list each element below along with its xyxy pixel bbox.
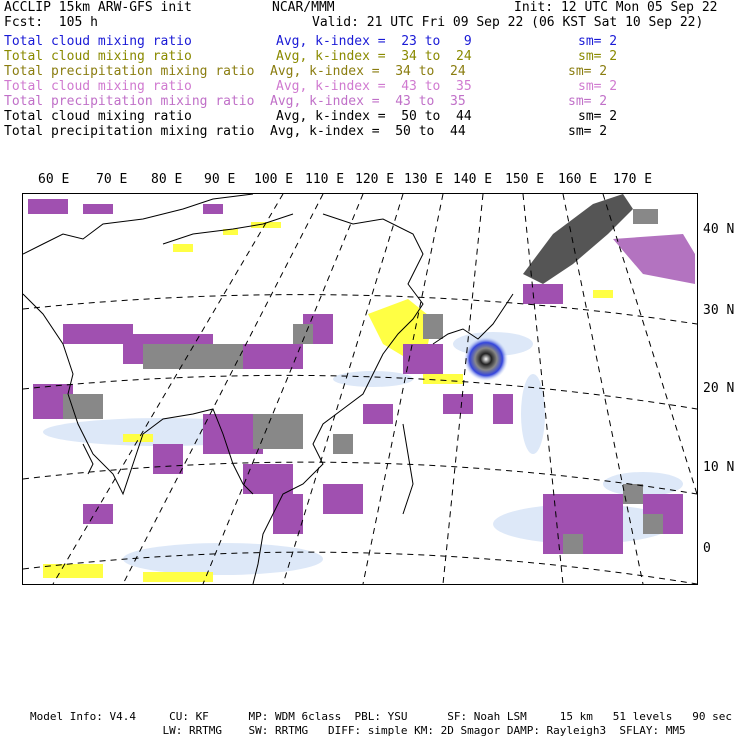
field-name-1: Total cloud mixing ratio [4,34,192,49]
model-title: ACCLIP 15km ARW-GFS init [4,0,192,15]
lat-label-20n: 20 N [703,381,735,396]
lat-label-30n: 30 N [703,303,735,318]
lat-label-0: 0 [703,541,711,556]
field-name-2: Total cloud mixing ratio [4,49,192,64]
field-sm-2: sm= 2 [578,49,618,64]
field-avg-1: Avg, k-index = 23 to 9 [276,34,472,49]
org-label: NCAR/MMM [272,0,335,15]
lon-label-160e: 160 E [558,172,598,187]
lon-label-140e: 140 E [453,172,493,187]
lon-label-110e: 110 E [305,172,345,187]
field-name-3: Total precipitation mixing ratio [4,64,255,79]
field-sm-3: sm= 2 [568,64,608,79]
lat-label-10n: 10 N [703,460,735,475]
field-avg-2: Avg, k-index = 34 to 24 [276,49,472,64]
field-avg-4: Avg, k-index = 43 to 35 [276,79,472,94]
field-name-4: Total cloud mixing ratio [4,79,192,94]
lon-label-120e: 120 E [355,172,395,187]
lon-label-170e: 170 E [613,172,653,187]
field-name-7: Total precipitation mixing ratio [4,124,255,139]
field-avg-7: Avg, k-index = 50 to 44 [270,124,466,139]
model-info-line2: LW: RRTMG SW: RRTMG DIFF: simple KM: 2D Smagor DAMP: Rayleigh3 SFLAY: MM5 [30,724,686,737]
lon-label-80e: 80 E [151,172,183,187]
field-name-6: Total cloud mixing ratio [4,109,192,124]
lon-label-150e: 150 E [505,172,545,187]
lon-label-70e: 70 E [96,172,128,187]
field-avg-5: Avg, k-index = 43 to 35 [270,94,466,109]
field-avg-3: Avg, k-index = 34 to 24 [270,64,466,79]
field-sm-5: sm= 2 [568,94,608,109]
field-avg-6: Avg, k-index = 50 to 44 [276,109,472,124]
lat-label-40n: 40 N [703,222,735,237]
lon-label-100e: 100 E [254,172,294,187]
field-name-5: Total precipitation mixing ratio [4,94,255,109]
typhoon-feature [464,337,508,381]
valid-time: Valid: 21 UTC Fri 09 Sep 22 (06 KST Sat 10 Sep 22) [312,15,704,30]
field-sm-7: sm= 2 [568,124,608,139]
lon-label-90e: 90 E [204,172,236,187]
coastline-layer [23,194,513,584]
lon-label-60e: 60 E [38,172,70,187]
field-sm-4: sm= 2 [578,79,618,94]
lon-label-130e: 130 E [404,172,444,187]
model-info-line1: Model Info: V4.4 CU: KF MP: WDM 6class PBL: YSU SF: Noah LSM 15 km 51 levels 90 sec [30,710,732,723]
field-sm-1: sm= 2 [578,34,618,49]
init-time: Init: 12 UTC Mon 05 Sep 22 [514,0,718,15]
field-sm-6: sm= 2 [578,109,618,124]
forecast-hour: Fcst: 105 h [4,15,98,30]
map-panel [22,193,698,585]
map-canvas [23,194,697,584]
